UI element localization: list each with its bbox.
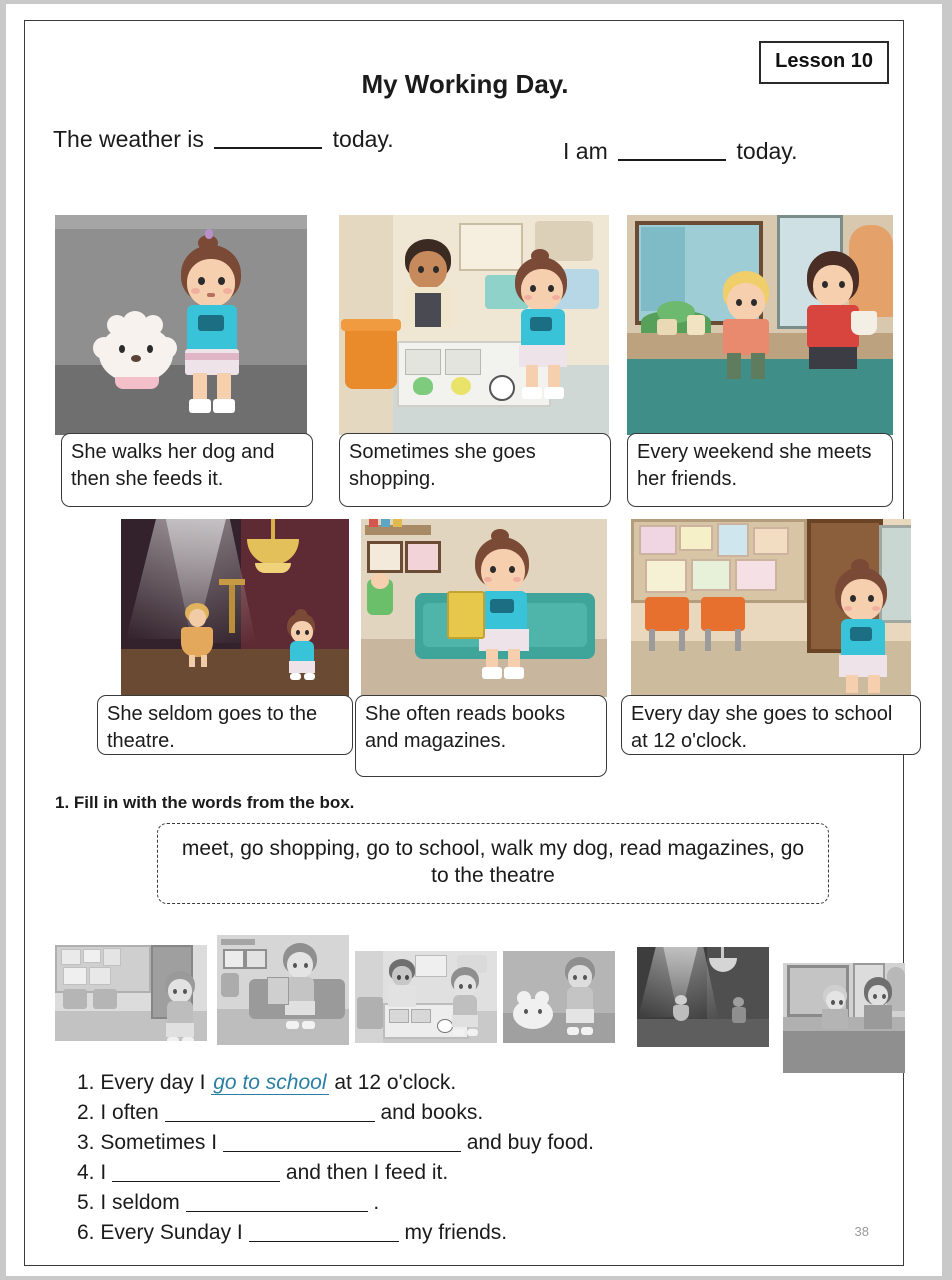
answer-before: I bbox=[100, 1161, 107, 1184]
answer-line bbox=[77, 1131, 877, 1161]
mood-suffix: today. bbox=[736, 138, 798, 164]
card-caption: She often reads books and magazines. bbox=[355, 695, 607, 777]
mood-prefix: I am bbox=[563, 138, 608, 164]
answer-before: I seldom bbox=[100, 1191, 180, 1214]
illustration-shopping bbox=[339, 215, 609, 435]
card-caption: She walks her dog and then she feeds it. bbox=[61, 433, 313, 507]
answer-line bbox=[77, 1101, 877, 1131]
answer-blank[interactable] bbox=[249, 1241, 399, 1242]
answer-after: and then I feed it. bbox=[285, 1161, 449, 1184]
answer-blank[interactable] bbox=[165, 1121, 375, 1122]
answer-after: at 12 o'clock. bbox=[334, 1071, 457, 1094]
weather-suffix: today. bbox=[332, 126, 394, 152]
answer-number: 3. bbox=[77, 1131, 95, 1154]
answer-blank[interactable] bbox=[112, 1181, 280, 1182]
answer-line bbox=[77, 1191, 877, 1221]
card-caption: Every day she goes to school at 12 o'clock. bbox=[621, 695, 921, 755]
illustration-meet-friends bbox=[627, 215, 893, 435]
answer-before: Every Sunday I bbox=[100, 1221, 243, 1244]
answer-after: and buy food. bbox=[466, 1131, 595, 1154]
mood-blank[interactable] bbox=[618, 159, 726, 161]
answer-after: my friends. bbox=[404, 1221, 508, 1244]
answer-number: 5. bbox=[77, 1191, 95, 1214]
page-title: My Working Day. bbox=[361, 69, 569, 99]
answer-number: 1. bbox=[77, 1071, 95, 1094]
answer-blank[interactable] bbox=[223, 1151, 461, 1152]
thumbnail-meet-friends bbox=[783, 963, 905, 1073]
task-label: 1. Fill in with the words from the box. bbox=[55, 793, 355, 812]
illustration-school bbox=[631, 519, 911, 697]
word-box: meet, go shopping, go to school, walk my dog, read magazines, go to the theatre bbox=[157, 823, 829, 904]
answer-filled[interactable]: go to school bbox=[213, 1071, 327, 1094]
answer-line bbox=[77, 1161, 877, 1191]
worksheet-page bbox=[6, 4, 942, 1276]
answer-line bbox=[77, 1071, 877, 1101]
thumbnail-walk-dog bbox=[503, 951, 615, 1043]
thumbnail-theatre bbox=[637, 947, 769, 1047]
thumbnail-strip bbox=[35, 923, 895, 1073]
answer-lines bbox=[77, 1071, 877, 1251]
answer-number: 4. bbox=[77, 1161, 95, 1184]
answer-after: . bbox=[373, 1191, 380, 1214]
mood-sentence bbox=[563, 138, 797, 165]
weather-blank[interactable] bbox=[214, 147, 322, 149]
thumbnail-reading bbox=[217, 935, 349, 1045]
answer-before: Sometimes I bbox=[100, 1131, 218, 1154]
page-frame bbox=[24, 20, 904, 1266]
lesson-badge: Lesson 10 bbox=[759, 41, 889, 84]
card-caption: She seldom goes to the theatre. bbox=[97, 695, 353, 755]
answer-line bbox=[77, 1221, 877, 1251]
thumbnail-shopping bbox=[355, 951, 497, 1043]
answer-blank[interactable] bbox=[186, 1211, 368, 1212]
answer-before: Every day I bbox=[100, 1071, 206, 1094]
card-caption: Every weekend she meets her friends. bbox=[627, 433, 893, 507]
answer-number: 2. bbox=[77, 1101, 95, 1124]
answer-after: and books. bbox=[380, 1101, 484, 1124]
card-caption: Sometimes she goes shopping. bbox=[339, 433, 611, 507]
answer-number: 6. bbox=[77, 1221, 95, 1244]
illustration-walk-dog bbox=[55, 215, 307, 435]
illustration-theatre bbox=[121, 519, 349, 697]
weather-sentence bbox=[53, 126, 394, 153]
illustration-reading bbox=[361, 519, 607, 697]
thumbnail-school bbox=[55, 945, 207, 1041]
answer-before: I often bbox=[100, 1101, 159, 1124]
page-number: 38 bbox=[854, 1224, 869, 1239]
weather-prefix: The weather is bbox=[53, 126, 204, 152]
